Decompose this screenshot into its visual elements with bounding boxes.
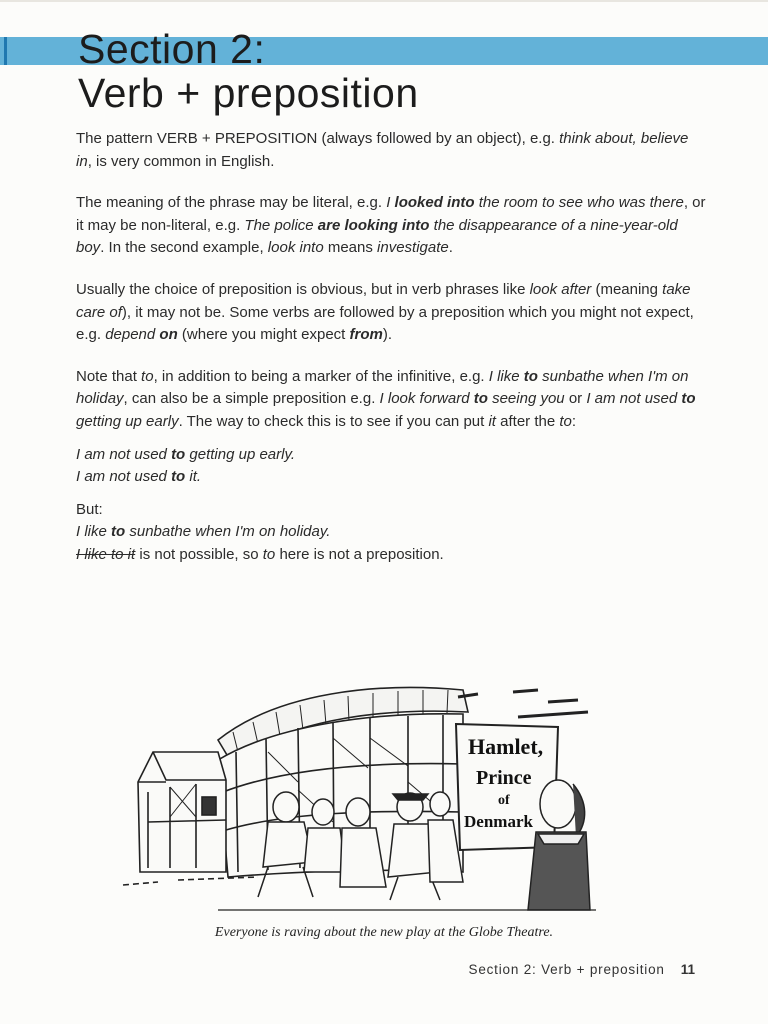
footer-section-label: Section 2: Verb + preposition: [468, 962, 665, 977]
example-line: [76, 444, 706, 467]
text-run: looked into: [394, 194, 475, 212]
text-run: But:: [76, 500, 103, 518]
text-run: it: [488, 412, 496, 430]
title-line-1: Section 2:: [78, 26, 266, 72]
text-run: look into: [267, 239, 324, 257]
text-run: to: [523, 367, 538, 385]
globe-theatre-cartoon: [118, 672, 596, 917]
paragraph-1: [76, 128, 706, 173]
text-run: I am not used: [76, 445, 172, 463]
page-top-edge: [0, 0, 768, 2]
text-run: The pattern VERB + PREPOSITION (always followed by an object), e.g.: [76, 130, 560, 147]
banner-line: Denmark: [464, 812, 533, 831]
text-run: I: [386, 194, 395, 212]
text-run: to: [171, 468, 186, 486]
illustration-caption: Everyone is raving about the new play at the Globe Theatre.: [214, 925, 554, 940]
text-run: it.: [185, 468, 202, 486]
text-run: think about, believe in: [76, 130, 689, 170]
page-number: 11: [680, 962, 695, 977]
text-run: The meaning of the phrase may be literal, e.g.: [76, 194, 387, 212]
text-run: , is very common in English.: [87, 152, 275, 170]
text-run: The police: [244, 216, 318, 234]
text-run: to: [171, 445, 186, 463]
text-run: I like: [488, 367, 524, 385]
text-run: . The way to check this is to see if you can put: [178, 412, 489, 430]
text-run: (where you might expect: [177, 326, 350, 344]
example-line: [76, 521, 706, 544]
text-run: , in addition to being a marker of the infinitive, e.g.: [153, 367, 489, 385]
banner-line: Hamlet,: [468, 734, 544, 759]
example-block-2: [76, 499, 706, 567]
text-run: are looking into: [317, 216, 430, 234]
text-run: I like: [76, 523, 112, 541]
text-run: Usually the choice of preposition is obvious, but in verb phrases like: [76, 280, 530, 298]
text-run: here is not a preposition.: [275, 545, 444, 563]
text-run: (meaning: [591, 280, 663, 298]
hamlet-banner: [456, 724, 558, 850]
section-header-band-edge: [4, 37, 7, 65]
text-run: . In the second example,: [100, 239, 268, 257]
text-run: on: [159, 326, 178, 344]
text-run: I like to it: [76, 545, 136, 563]
example-line: [76, 466, 706, 489]
text-run: means: [323, 239, 378, 257]
text-run: to: [111, 523, 126, 541]
text-run: is not possible, so: [135, 545, 263, 563]
text-run: :: [571, 412, 577, 430]
text-run: the room to see who was there: [474, 194, 684, 212]
text-run: getting up early.: [185, 445, 296, 463]
text-run: to: [262, 545, 276, 563]
text-run: investigate: [377, 239, 449, 257]
text-run: the disappearance of a nine-year-old boy: [76, 216, 678, 257]
text-run: to: [559, 412, 572, 430]
text-run: Note that: [76, 367, 142, 385]
text-run: sunbathe when I'm on holiday.: [125, 523, 331, 541]
page-title: [78, 27, 419, 115]
text-run: to: [681, 390, 696, 408]
text-run: take care of: [76, 280, 691, 321]
text-run: sunbathe when I'm on holiday: [76, 367, 689, 408]
text-run: ), it may not be. Some verbs are followed by a preposition which you might not expect, e.g.: [76, 303, 694, 344]
text-run: look after: [529, 280, 592, 298]
title-line-2: Verb + preposition: [78, 70, 419, 116]
text-run: from: [349, 326, 383, 344]
but-label: [76, 499, 706, 522]
text-run: , or it may be non-literal, e.g.: [76, 194, 706, 234]
text-run: depend: [105, 326, 160, 344]
text-run: I am not used: [76, 468, 172, 486]
text-run: to: [141, 367, 154, 385]
paragraph-2: [76, 192, 706, 260]
page-footer: [469, 962, 695, 977]
text-run: ).: [382, 326, 393, 344]
text-run: after the: [495, 412, 560, 430]
paragraph-4: [76, 366, 706, 434]
body-text: [76, 128, 706, 567]
text-run: I look forward: [379, 390, 474, 408]
banner-line: of: [498, 793, 510, 808]
text-run: , can also be a simple preposition e.g.: [123, 390, 380, 408]
example-block-1: [76, 444, 706, 489]
paragraph-3: [76, 279, 706, 347]
text-run: seeing you: [487, 390, 565, 408]
text-run: I am not used: [586, 390, 682, 408]
banner-line: Prince: [476, 767, 532, 789]
text-run: or: [564, 390, 587, 408]
text-run: getting up early: [76, 412, 179, 430]
text-run: to: [473, 390, 488, 408]
text-run: .: [448, 239, 453, 257]
example-line: [76, 544, 706, 567]
